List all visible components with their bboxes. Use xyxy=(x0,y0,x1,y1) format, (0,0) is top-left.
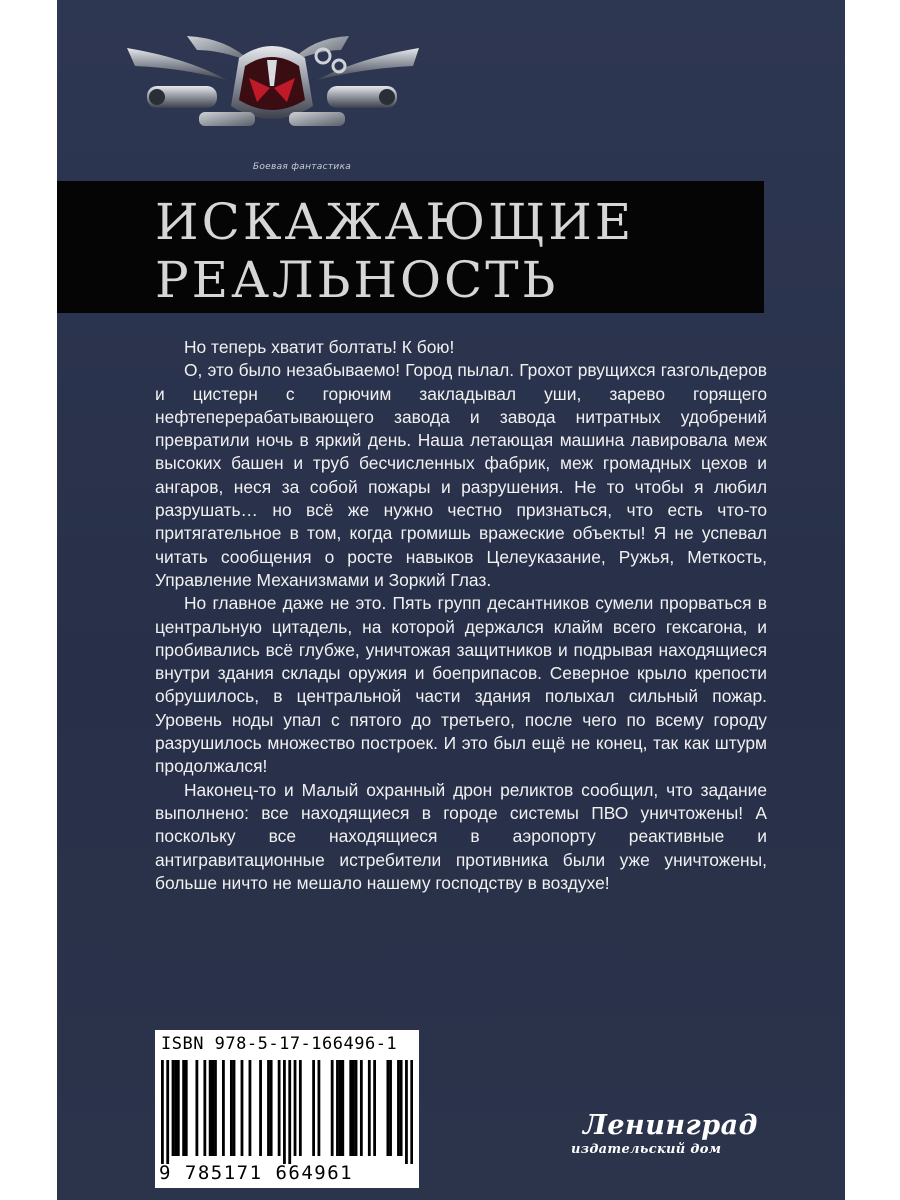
blurb-text xyxy=(155,336,767,895)
barcode-bar xyxy=(349,1060,352,1156)
barcode-bar xyxy=(211,1060,214,1156)
barcode-bar xyxy=(185,1060,188,1156)
barcode-bar xyxy=(312,1060,315,1156)
barcode-bar xyxy=(397,1060,400,1156)
blurb-paragraph: О, это было незабываемо! Город пылал. Грохот рвущихся газгольдеров и цистерн с горючим закладывал уши, зарево горящего нефтеперерабатывающего завода и завода нитратных удобрений превратили ночь в яркий день. Наша летающая машина лавировала меж высоких башен и труб бесчисленных фабрик, меж громадных цехов и ангаров, неся за собой пожары и разрушения. Не то чтобы я любил разрушать… но всё же нужно честно признаться, что есть что-то притягательное в том, когда громишь вражеские объекты! Я не успевал читать сообщения о росте навыков Целеуказание, Ружья, Меткость, Управление Механизмами и Зоркий Глаз. xyxy=(155,360,767,590)
barcode-bar xyxy=(270,1060,273,1156)
barcode-bar xyxy=(209,1060,212,1156)
isbn-number: ISBN 978-5-17-166496-1 xyxy=(161,1034,398,1054)
publisher-subtitle: издательский дом xyxy=(571,1142,722,1157)
barcode-bar xyxy=(172,1060,175,1156)
barcode-bar xyxy=(400,1060,403,1156)
barcode-bar xyxy=(203,1060,206,1156)
back-cover xyxy=(57,0,845,1200)
barcode-bar xyxy=(195,1060,198,1156)
barcode-bar xyxy=(355,1060,358,1156)
barcode-bar xyxy=(230,1060,233,1156)
blurb-paragraph: Наконец-то и Малый охранный дрон реликтов сообщил, что задание выполнено: все находящиеся в городе системы ПВО уничтожены! А поскольку все находящиеся в аэропорту реактивные и антигравитационные истребители противника были уже уничтожены, больше ничто не мешало нашему господству в воздухе! xyxy=(155,779,767,893)
barcode-bar xyxy=(241,1060,244,1156)
barcode-bar xyxy=(373,1060,376,1156)
barcode-bar xyxy=(288,1060,291,1164)
series-emblem xyxy=(127,28,427,172)
barcode-bars xyxy=(161,1060,413,1164)
barcode-bar xyxy=(410,1060,413,1164)
barcode-bar xyxy=(267,1060,270,1156)
blurb-paragraph: Но теперь хватит болтать! К бою! xyxy=(184,337,455,357)
blurb-paragraph: Но главное даже не это. Пять групп десантников сумели прорваться в центральную цитадель, на которой держался клайм всего гексагона, и пробивались всё глубже, уничтожая защитников и подрывая находящиеся внутри здания склады оружия и боеприпасов. Северное крыло крепости обрушилось, в центральной части здания полыхал сильный пожар. Уровень ноды упал с пятого до третьего, после чего по всему городу разрушилось множество построек. И это был ещё не конец, так как штурм продолжался! xyxy=(155,593,767,777)
barcode-bar xyxy=(294,1060,297,1156)
armored-helmet-emblem-icon xyxy=(127,28,427,146)
barcode-bar xyxy=(177,1060,180,1156)
ean-digits: 9 785171 664961 xyxy=(159,1162,354,1184)
barcode-bar xyxy=(405,1060,408,1164)
barcode-bar xyxy=(331,1060,334,1156)
barcode-bar xyxy=(386,1060,389,1156)
barcode-bar xyxy=(233,1060,236,1156)
barcode-bar xyxy=(249,1060,252,1156)
barcode-bar xyxy=(166,1060,169,1164)
barcode-bar xyxy=(174,1060,177,1156)
series-name: Боевая фантастика xyxy=(252,162,352,172)
book-title-line-1: ИСКАЖАЮЩИЕ xyxy=(155,193,635,251)
publisher-name: Ленинград xyxy=(583,1110,758,1141)
barcode-bar xyxy=(339,1060,342,1156)
barcode-bar xyxy=(283,1060,286,1164)
barcode-bar xyxy=(278,1060,281,1156)
book-title-line-2: РЕАЛЬНОСТЬ xyxy=(155,251,559,309)
barcode-bar xyxy=(299,1060,302,1156)
isbn-barcode xyxy=(155,1030,419,1188)
barcode-bar xyxy=(341,1060,344,1156)
barcode-bar xyxy=(352,1060,355,1156)
barcode-bar xyxy=(318,1060,321,1156)
barcode-bar xyxy=(161,1060,164,1164)
barcode-bar xyxy=(222,1060,225,1156)
barcode-bar xyxy=(389,1060,392,1156)
barcode-bar xyxy=(182,1060,185,1156)
publisher-logo xyxy=(565,1110,765,1168)
barcode-bar xyxy=(214,1060,217,1156)
barcode-bar xyxy=(336,1060,339,1156)
barcode-bar xyxy=(360,1060,363,1156)
barcode-bar xyxy=(259,1060,262,1156)
barcode-bar xyxy=(368,1060,371,1156)
